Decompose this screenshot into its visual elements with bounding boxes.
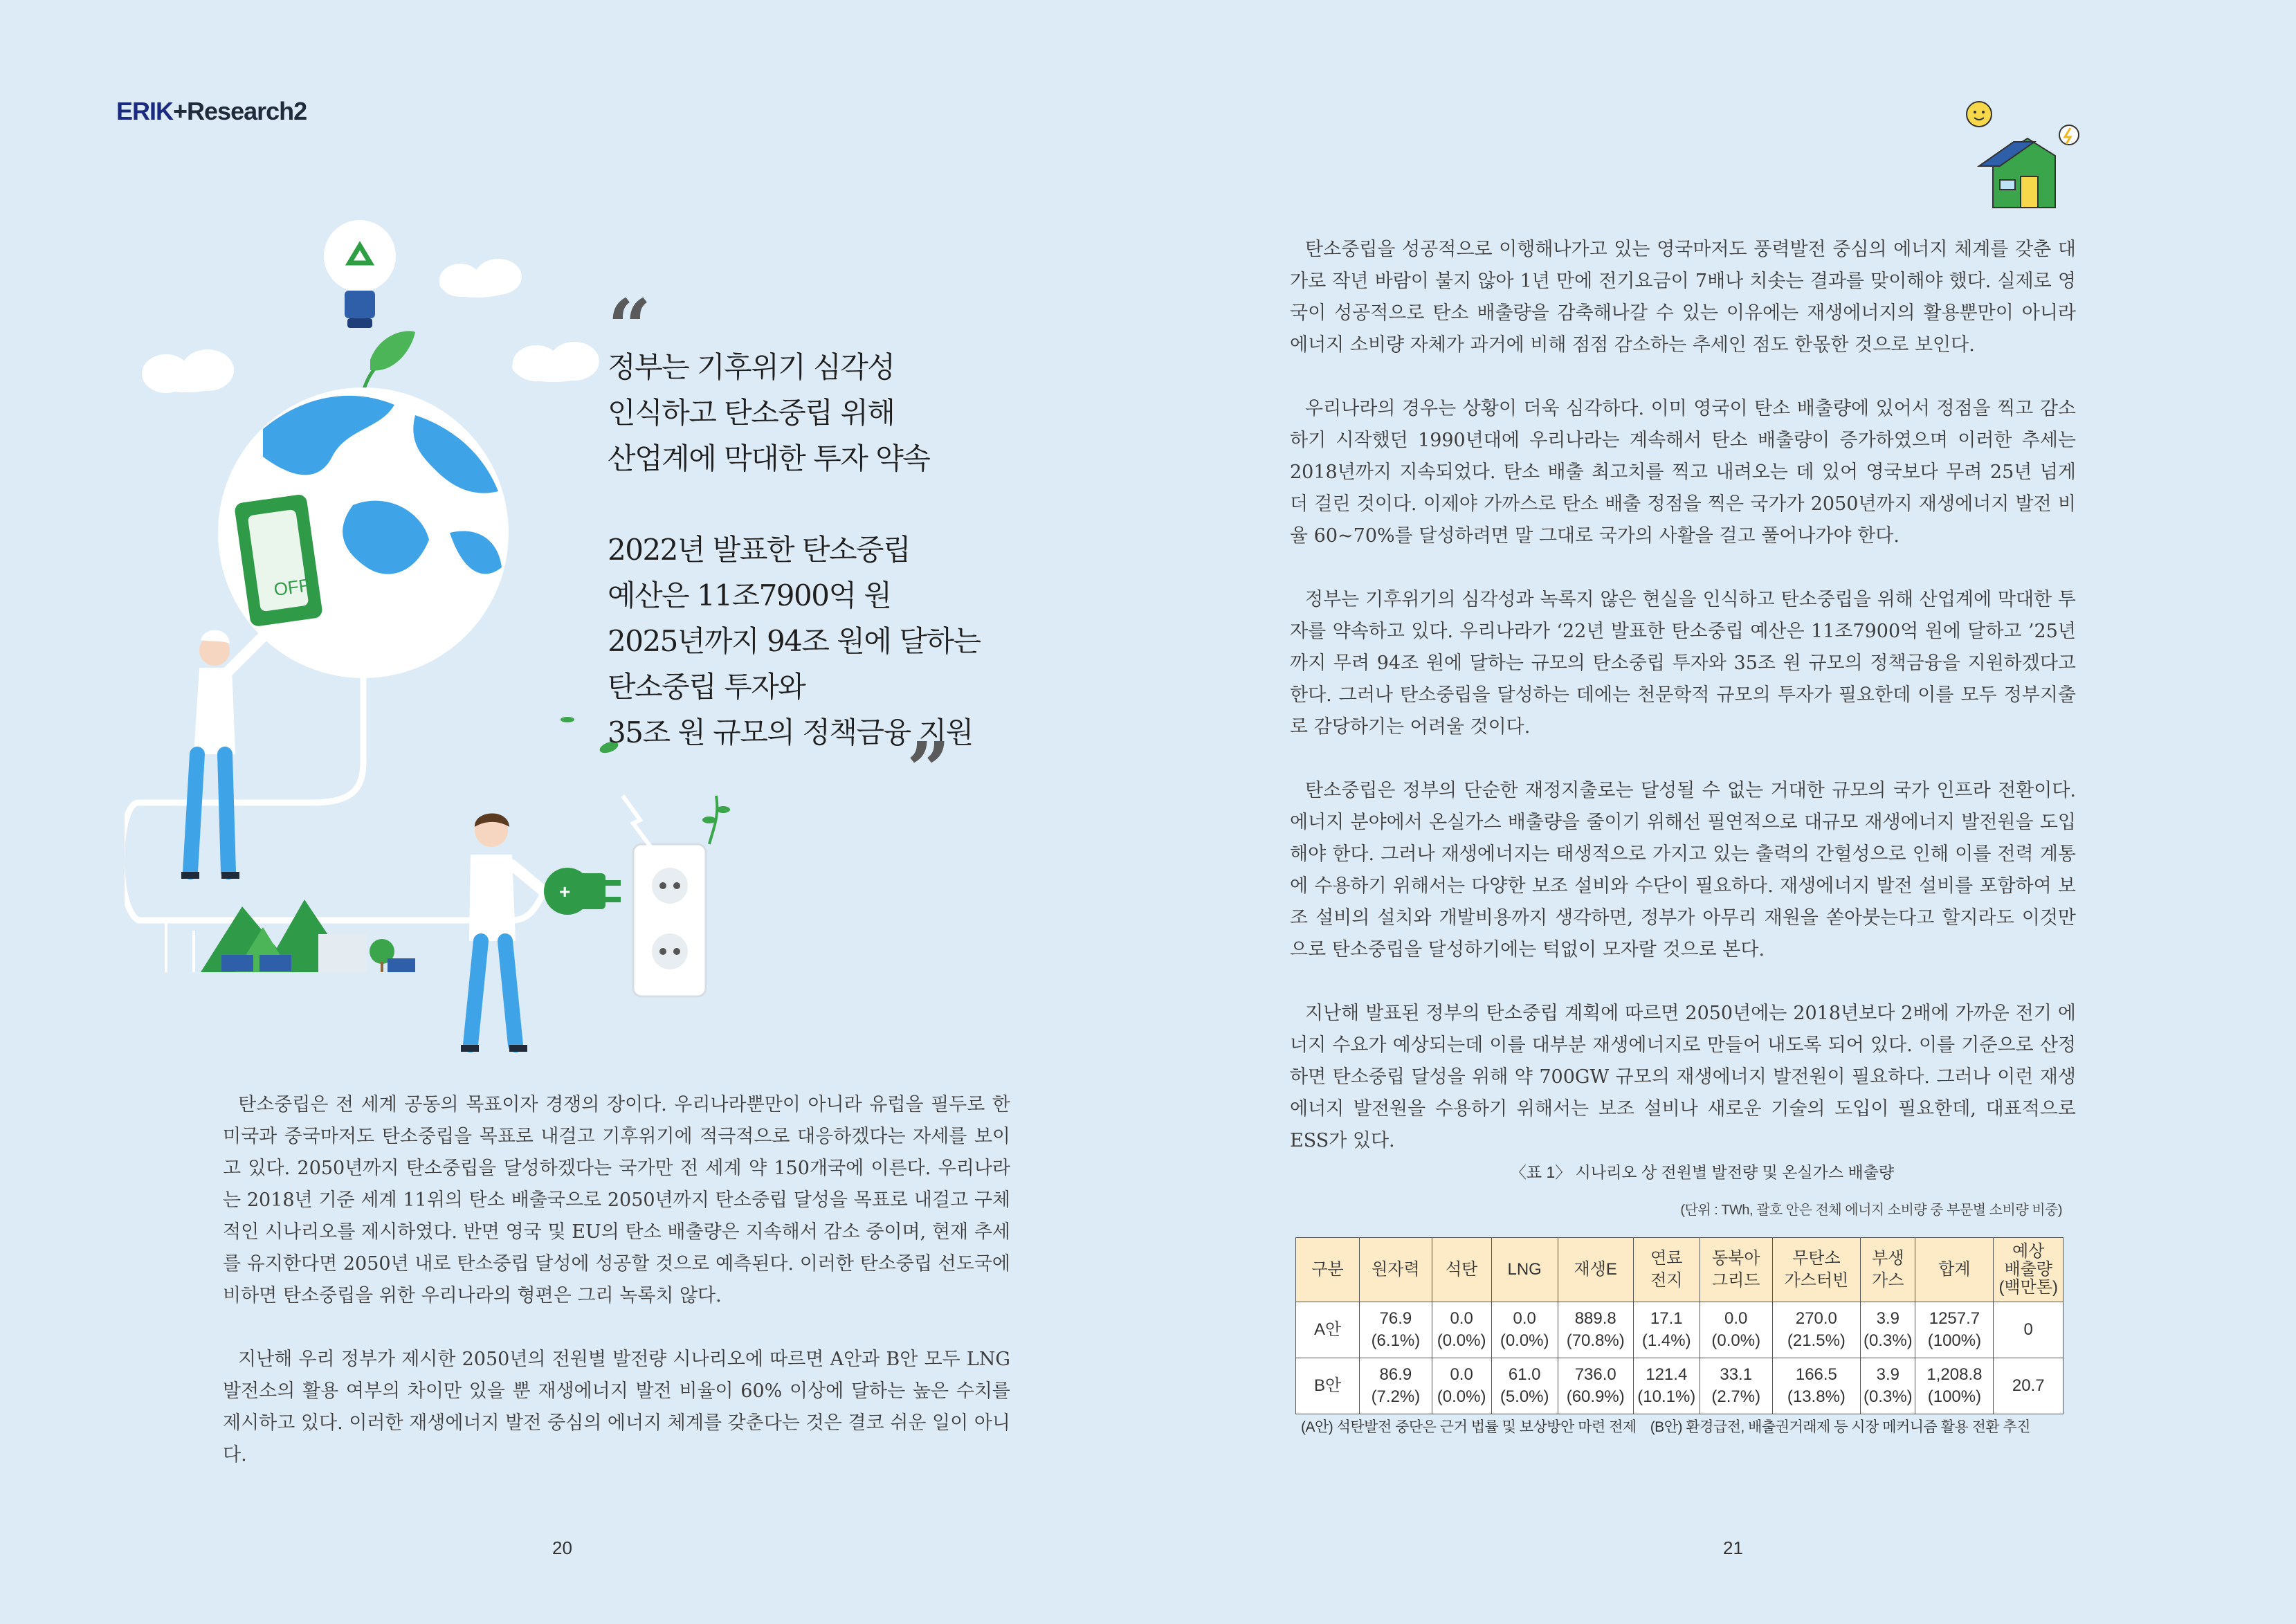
table-emission-cell: 20.7 bbox=[1994, 1358, 2063, 1414]
page-number-left: 20 bbox=[552, 1538, 572, 1558]
table-cell-percent: (6.1%) bbox=[1371, 1331, 1421, 1350]
table-cell-percent: (100%) bbox=[1927, 1387, 1982, 1406]
table-cell bbox=[1915, 1302, 1994, 1358]
table-caption: 〈표 1〉 시나리오 상 전원별 발전량 및 온실가스 배출량 bbox=[1510, 1163, 1895, 1181]
landscape-icon bbox=[166, 900, 415, 972]
table-header-cell: 원자력 bbox=[1360, 1238, 1432, 1302]
table-cell-percent: (0.0%) bbox=[1500, 1331, 1549, 1350]
scenario-table bbox=[1295, 1237, 2063, 1414]
table-row bbox=[1296, 1302, 2063, 1358]
table-row bbox=[1296, 1358, 2063, 1414]
table-cell-percent: (0.0%) bbox=[1437, 1387, 1486, 1406]
table-cell-percent: (10.1%) bbox=[1637, 1387, 1696, 1406]
table-unit-note: (단위 : TWh, 괄호 안은 전체 에너지 소비량 중 부문별 소비량 비중) bbox=[1680, 1203, 2062, 1218]
table-header-cell: 무탄소 가스터빈 bbox=[1772, 1238, 1861, 1302]
table-header-cell: 동북아 그리드 bbox=[1700, 1238, 1772, 1302]
table-cell bbox=[1360, 1302, 1432, 1358]
body-paragraph: 탄소중립은 전 세계 공동의 목표이자 경쟁의 장이다. 우리나라뿐만이 아니라 유럽을 필두로 한 미국과 중국마저도 탄소중립을 목표로 내걸고 기후위기에 적극적으로 대응하겠다는 자세를 보이고 있다. 2050년까지 탄소중립을 달성하겠다는 국가만 전 세계 약 150개국에 이른다. 우리나라는 2018년 기준 세계 11위의 탄소 배출국으로 2050년까지 탄소중립 달성을 목표로 내걸고 구체적인 시나리오를 제시하였다. 반면 영국 및 EU의 탄소 배출량은 지속해서 감소 중이며, 현재 추세를 유지한다면 2050년 내로 탄소중립 달성에 성공할 것으로 예측된다. 이러한 탄소중립 선도국에 비하면 탄소중립을 위한 우리나라의 형편은 그리 녹록치 않다. bbox=[223, 1094, 1010, 1306]
quote-line: 탄소중립 투자와 bbox=[608, 670, 805, 704]
svg-text:+: + bbox=[559, 881, 571, 902]
table-cell-value: 61.0 bbox=[1508, 1365, 1541, 1384]
switch-off-label: OFF bbox=[272, 574, 311, 601]
open-quote-mark: “ bbox=[608, 282, 652, 372]
quote-line: 인식하고 탄소중립 위해 bbox=[608, 396, 895, 430]
quote-line: 2022년 발표한 탄소중립 bbox=[608, 533, 911, 567]
table-cell-value: 0.0 bbox=[1450, 1365, 1473, 1384]
person-plug bbox=[461, 813, 554, 1052]
table-cell-value: 86.9 bbox=[1379, 1365, 1412, 1384]
table-cell-value: 3.9 bbox=[1876, 1309, 1899, 1328]
table-header-cell: 합계 bbox=[1915, 1238, 1994, 1302]
table-cell-value: 736.0 bbox=[1574, 1365, 1616, 1384]
close-quote-mark: ” bbox=[906, 725, 951, 814]
table-cell-percent: (5.0%) bbox=[1500, 1387, 1549, 1406]
table-header-cell: 석탄 bbox=[1432, 1238, 1491, 1302]
table-header-cell: 구분 bbox=[1296, 1238, 1360, 1302]
table-cell bbox=[1861, 1358, 1915, 1414]
solar-house-icon bbox=[1951, 90, 2090, 215]
quote-line: 정부는 기후위기 심각성 bbox=[608, 350, 895, 384]
table-header-cell: 재생E bbox=[1558, 1238, 1633, 1302]
table-cell-value: 0.0 bbox=[1513, 1309, 1536, 1328]
body-paragraph: 탄소중립은 정부의 단순한 재정지출로는 달성될 수 없는 거대한 규모의 국가 인프라 전환이다. 에너지 분야에서 온실가스 배출량을 줄이기 위해선 필연적으로 대규모 재생에너지 발전원을 도입해야 한다. 그러나 재생에너지는 태생적으로 가지고 있는 출력의 간헐성으로 인해 이를 전력 계통에 수용하기 위해서는 다양한 보조 설비와 수단이 필요하다. 재생에너지 발전 설비를 포함하여 보조 설비의 설치와 개발비용까지 생각하면, 정부가 아무리 재원을 쏟아붓는다고 할지라도 이것만으로 탄소중립을 달성하기에는 턱없이 모자랄 것으로 본다. bbox=[1290, 780, 2076, 960]
table-cell-percent: (70.8%) bbox=[1566, 1331, 1625, 1350]
table-cell bbox=[1861, 1302, 1915, 1358]
brand-logo bbox=[116, 97, 307, 126]
quote-line: 산업계에 막대한 투자 약속 bbox=[608, 441, 930, 475]
table-cell-value: 121.4 bbox=[1646, 1365, 1688, 1384]
table-cell-percent: (0.0%) bbox=[1711, 1331, 1761, 1350]
table-cell-percent: (100%) bbox=[1927, 1331, 1982, 1350]
table-cell bbox=[1558, 1358, 1633, 1414]
right-body-text bbox=[1290, 234, 2076, 1157]
plug-icon bbox=[544, 868, 621, 915]
table-row-label: B안 bbox=[1296, 1358, 1360, 1414]
table-cell-percent: (13.8%) bbox=[1787, 1387, 1846, 1406]
table-cell bbox=[1432, 1302, 1491, 1358]
table-header-cell: 예상 배출량 (백만톤) bbox=[1994, 1238, 2063, 1302]
table-note-a: (A안) 석탄발전 중단은 근거 법률 및 보상방안 마련 전제 bbox=[1301, 1419, 1637, 1435]
table-cell-percent: (21.5%) bbox=[1787, 1331, 1846, 1350]
table-cell-value: 270.0 bbox=[1795, 1309, 1837, 1328]
quote-line: 2025년까지 94조 원에 달하는 bbox=[608, 624, 981, 658]
table-cell-value: 0.0 bbox=[1724, 1309, 1748, 1328]
table-cell bbox=[1633, 1302, 1700, 1358]
table-note-b: (B안) 환경급전, 배출권거래제 등 시장 메커니즘 활용 전환 추진 bbox=[1650, 1419, 2031, 1435]
brand-part-erik: ERIK bbox=[116, 97, 174, 125]
table-cell-percent: (0.0%) bbox=[1437, 1331, 1486, 1350]
table-cell bbox=[1491, 1358, 1558, 1414]
table-cell-percent: (0.3%) bbox=[1863, 1331, 1913, 1350]
table-cell-percent: (0.3%) bbox=[1863, 1387, 1913, 1406]
body-paragraph: 탄소중립을 성공적으로 이행해나가고 있는 영국마저도 풍력발전 중심의 에너지 체계를 갖춘 대가로 작년 바람이 불지 않아 1년 만에 전기요금이 7배나 치솟는 결과를 맞이해야 했다. 실제로 영국이 성공적으로 탄소 배출량을 감축해나갈 수 있는 이유에는 재생에너지의 활용뿐만이 아니라 에너지 소비량 자체가 과거에 비해 점점 감소하는 추세인 점도 한몫한 것으로 보인다. bbox=[1290, 239, 2076, 356]
table-cell-value: 1,208.8 bbox=[1926, 1365, 1983, 1384]
table-cell-value: 1257.7 bbox=[1929, 1309, 1980, 1328]
page-number-right: 21 bbox=[1723, 1538, 1743, 1558]
table-header-cell: 연료 전지 bbox=[1633, 1238, 1700, 1302]
body-paragraph: 지난해 발표된 정부의 탄소중립 계획에 따르면 2050년에는 2018년보다 2배에 가까운 전기 에너지 수요가 예상되는데 이를 대부분 재생에너지로 만들어 내도록 되어 있다. 이를 기준으로 산정하면 탄소중립 달성을 위해 약 700GW 규모의 재생에너지 발전원이 필요하다. 그러나 이런 재생에너지 발전원을 수용하기 위해서는 보조 설비나 새로운 기술의 도입이 필요한데, 대표적으로 ESS가 있다. bbox=[1290, 1003, 2076, 1151]
power-outlet-icon bbox=[623, 796, 730, 996]
table-cell bbox=[1772, 1302, 1861, 1358]
lightbulb-recycle-icon bbox=[324, 220, 396, 328]
table-cell-percent: (2.7%) bbox=[1711, 1387, 1761, 1406]
table-cell bbox=[1772, 1358, 1861, 1414]
table-cell-value: 17.1 bbox=[1650, 1309, 1683, 1328]
body-paragraph: 우리나라의 경우는 상황이 더욱 심각하다. 이미 영국이 탄소 배출량에 있어서 정점을 찍고 감소하기 시작했던 1990년대에 우리나라는 계속해서 탄소 배출량이 증가하였으며 이러한 추세는 2018년까지 지속되었다. 탄소 배출 최고치를 찍고 내려오는 데 있어 영국보다 무려 25년 넘게 더 걸린 것이다. 이제야 가까스로 탄소 배출 정점을 찍은 국가가 2050년까지 재생에너지 발전 비율 60~70%를 달성하려면 말 그대로 국가의 사활을 걸고 풀어나가야 한다. bbox=[1290, 398, 2076, 547]
table-cell bbox=[1633, 1358, 1700, 1414]
table-header-cell: 부생 가스 bbox=[1861, 1238, 1915, 1302]
table-cell-percent: (1.4%) bbox=[1641, 1331, 1691, 1350]
table-header-cell: LNG bbox=[1491, 1238, 1558, 1302]
pull-quote bbox=[608, 282, 1023, 814]
quote-line: 35조 원 규모의 정책금융 지원 bbox=[608, 715, 973, 749]
table-cell-value: 76.9 bbox=[1379, 1309, 1412, 1328]
person-switch-off bbox=[181, 630, 263, 879]
body-paragraph: 지난해 우리 정부가 제시한 2050년의 전원별 발전량 시나리오에 따르면 A안과 B안 모두 LNG 발전소의 활용 여부의 차이만 있을 뿐 재생에너지 발전 비율이 60% 이상에 달하는 높은 수치를 제시하고 있다. 이러한 재생에너지 발전 중심의 에너지 체계를 갖춘다는 것은 결코 쉬운 일이 아니다. bbox=[223, 1349, 1010, 1466]
table-cell bbox=[1700, 1302, 1772, 1358]
table-header-row bbox=[1296, 1238, 2063, 1302]
table-cell bbox=[1700, 1358, 1772, 1414]
table-cell-percent: (60.9%) bbox=[1566, 1387, 1625, 1406]
table-cell bbox=[1432, 1358, 1491, 1414]
table-emission-cell: 0 bbox=[1994, 1302, 2063, 1358]
table-cell bbox=[1558, 1302, 1633, 1358]
brand-part-research: +Research2 bbox=[173, 97, 307, 125]
table-cell bbox=[1491, 1302, 1558, 1358]
quote-line: 예산은 11조7900억 원 bbox=[608, 578, 891, 612]
table-cell-value: 0.0 bbox=[1450, 1309, 1473, 1328]
table-cell-percent: (7.2%) bbox=[1371, 1387, 1421, 1406]
left-body-text bbox=[223, 1089, 1010, 1471]
table-cell-value: 33.1 bbox=[1720, 1365, 1753, 1384]
table-row-label: A안 bbox=[1296, 1302, 1360, 1358]
body-paragraph: 정부는 기후위기의 심각성과 녹록지 않은 현실을 인식하고 탄소중립을 위해 산업계에 막대한 투자를 약속하고 있다. 우리나라가 ‘22년 발표한 탄소중립 예산은 11조7900억 원에 달하고 ’25년까지 무려 94조 원에 달하는 규모의 탄소중립 투자와 35조 원 규모의 정책금융을 지원하겠다고 한다. 그러나 탄소중립을 달성하는 데에는 천문학적 규모의 투자가 필요한데 이를 모두 정부지출로 감당하기는 어려울 것이다. bbox=[1290, 589, 2076, 738]
table-cell-value: 3.9 bbox=[1876, 1365, 1899, 1384]
table-cell bbox=[1915, 1358, 1994, 1414]
table-footnote bbox=[1301, 1416, 2030, 1436]
table-cell-value: 889.8 bbox=[1574, 1309, 1616, 1328]
table-cell-value: 166.5 bbox=[1795, 1365, 1837, 1384]
table-cell bbox=[1360, 1358, 1432, 1414]
